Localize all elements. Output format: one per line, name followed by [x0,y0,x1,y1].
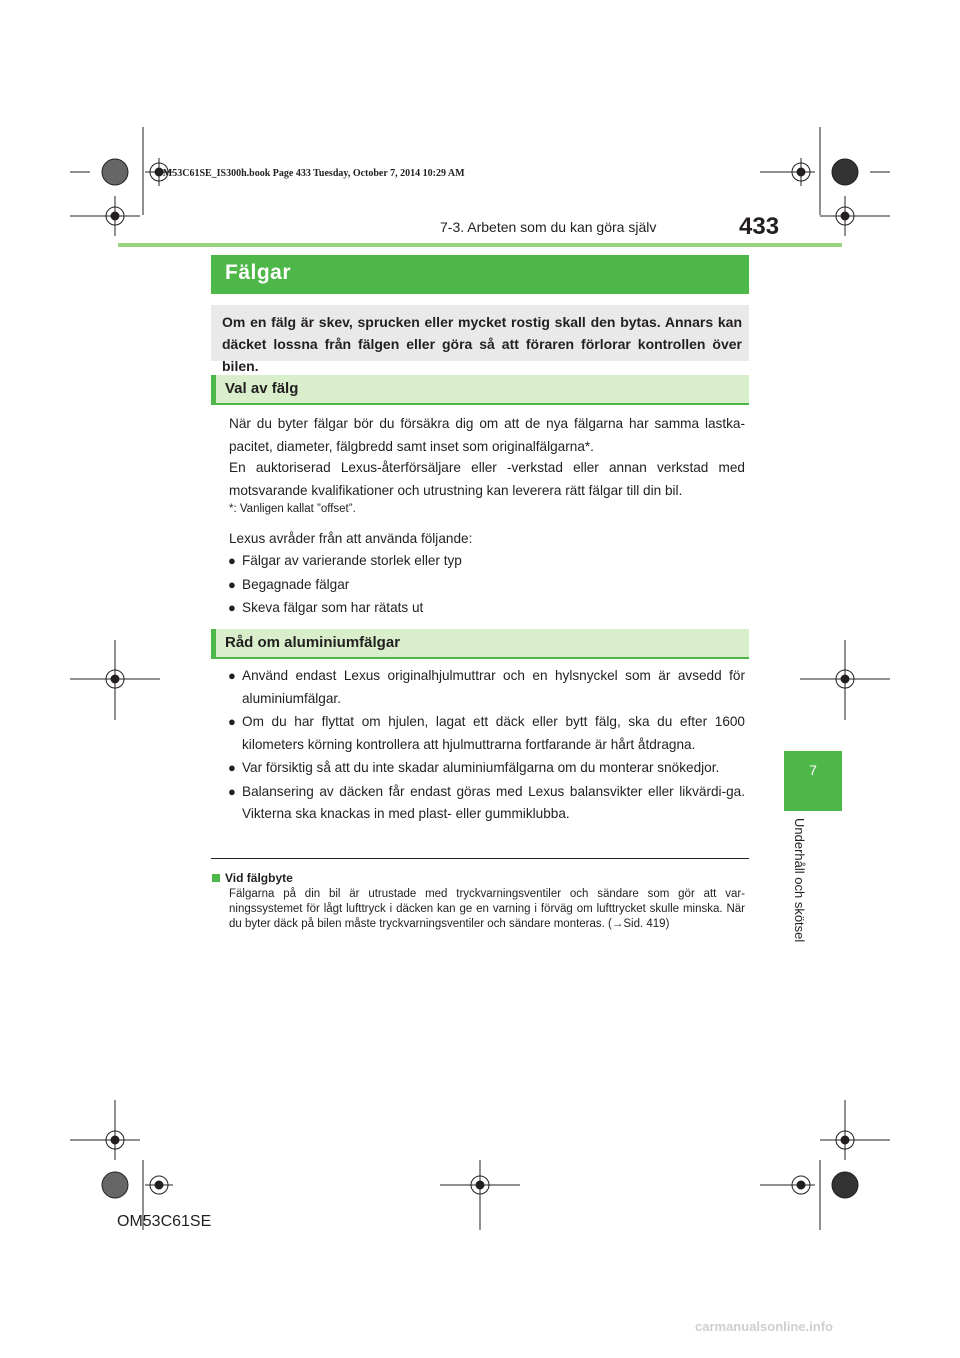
bullet-icon: ● [228,714,236,729]
square-bullet-icon [212,874,220,882]
page-number: 433 [739,213,780,240]
crosshair-mark-bottom-right-a [820,1100,890,1160]
section-marker [211,375,216,405]
chapter-title: Underhåll och skötsel [792,818,807,943]
sunburst-mark-top-left [70,127,143,215]
title-bar [211,255,749,294]
crosshair-mark-bottom-right-b [760,1160,820,1230]
list-item: ● Använd endast Lexus originalhjulmuttrar och en hylsnyckel som är avsedd för aluminiumfälgar. [229,665,745,710]
section-title: Råd om aluminiumfälgar [225,634,401,651]
chapter-tab[interactable] [784,751,842,811]
avoid-list [229,550,745,620]
page-title: Fälgar [225,261,292,284]
list-item: ● Balansering av däcken får endast göras med Lexus balansvikter eller likvärdi-ga. Vikterna ska knackas in med plast- eller gummiklubba. [229,781,745,826]
crosshair-mark-mid-right [800,640,890,720]
crosshair-mark-top-right-a [760,158,815,186]
section-header: 7-3. Arbeten som du kan göra själv [440,219,657,235]
bullet-icon: ● [228,668,236,683]
paragraph-1: När du byter fälgar bör du försäkra dig om att de nya fälgarna har samma lastka-pacitet, diameter, fälgbredd samt inset som originalfälgarna*. [229,416,745,454]
list-item: ● Fälgar av varierande storlek eller typ [229,550,745,573]
note-text: Fälgarna på din bil är utrustade med tryckvarningsventiler och sändare som gör att var-ningssystemet för lågt lufttryck i däcken kan ge en varning i förväg om lufttrycket skulle minska. När du byter däck på bilen måste tryckvarningsventiler och sändare monteras. (→Sid. 419) [229,888,745,930]
paragraph-2: En auktoriserad Lexus-återförsäljare eller -verkstad eller annan verkstad med motsvarande kvalifikationer och utrustning kan leverera rätt fälgar till din bil. [229,460,745,498]
bullet-icon: ● [228,576,236,592]
bullet-icon: ● [228,783,236,799]
bullet-icon: ● [228,760,236,775]
crosshair-mark-mid-left [70,640,160,720]
section-heading-val-av-falg [211,375,749,405]
sunburst-mark-top-right [820,127,890,215]
note-title: Vid fälgbyte [212,871,293,885]
list-item: ● Skeva fälgar som har rätats ut [229,597,745,620]
sunburst-mark-bottom-left [102,1172,128,1198]
list-item: ● Var försiktig så att du inte skadar aluminiumfälgarna om du monterar snökedjor. [229,757,745,780]
crop-info-text: OM53C61SE_IS300h.book Page 433 Tuesday, October 7, 2014 10:29 AM [155,168,465,179]
advice-text: Lexus avråder från att använda följande: [229,531,473,546]
list-item: ● Om du har flyttat om hjulen, lagat ett däck eller bytt fälg, ska du efter 1600 kilometers körning kontrollera att hjulmuttrarna fortfarande är hårt åtdragna. [229,711,745,756]
section-marker [211,629,216,659]
chapter-number: 7 [809,762,817,778]
bullet-icon: ● [228,553,236,568]
bullet-icon: ● [228,600,236,615]
crosshair-mark-top-left-b [70,196,140,236]
header-rule [118,243,842,247]
footnote: *: Vanligen kallat ”offset”. [229,503,356,515]
sunburst-mark-bottom-right [832,1172,858,1198]
chapter-title-vertical [787,818,807,968]
watermark: carmanualsonline.info [695,1319,833,1334]
list-item: ● Begagnade fälgar [229,574,745,597]
crosshair-mark-top-right-b [820,196,890,236]
document-code: OM53C61SE [117,1213,212,1230]
note-divider [211,858,749,859]
section-heading-aluminiumfalgar [211,629,749,659]
aluminium-advice-list [229,665,745,826]
section-title: Val av fälg [225,380,299,397]
crosshair-mark-bottom-left-a [70,1100,140,1160]
crosshair-mark-bottom-center [440,1160,520,1230]
intro-text: Om en fälg är skev, sprucken eller mycket rostig skall den bytas. Annars kan däcket lossna från fälgen eller göra så att föraren förlorar kontrollen över bilen. [222,314,742,374]
